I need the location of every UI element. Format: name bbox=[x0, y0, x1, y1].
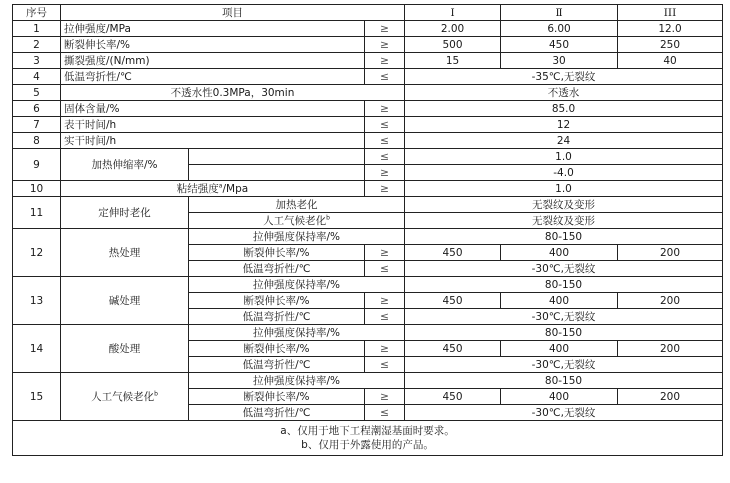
compare-symbol: ≤ bbox=[365, 309, 405, 325]
row-number: 3 bbox=[13, 53, 61, 69]
table-row bbox=[13, 53, 723, 69]
table-row bbox=[13, 229, 723, 245]
compare-symbol: ≤ bbox=[365, 133, 405, 149]
value-grade-2: 400 bbox=[501, 341, 618, 357]
header-item: 项目 bbox=[61, 5, 405, 21]
value-all-grades: -30℃,无裂纹 bbox=[405, 261, 723, 277]
row-number: 10 bbox=[13, 181, 61, 197]
footnote-mark: a bbox=[218, 182, 223, 189]
value-all-grades: 80-150 bbox=[405, 277, 723, 293]
value-all-grades: 85.0 bbox=[405, 101, 723, 117]
footnote-mark: b bbox=[154, 390, 158, 397]
row-number: 2 bbox=[13, 37, 61, 53]
row-number: 5 bbox=[13, 85, 61, 101]
value-grade-1: 450 bbox=[405, 245, 501, 261]
header-seq: 序号 bbox=[13, 5, 61, 21]
sub-item-name: 断裂伸长率/% bbox=[189, 293, 365, 309]
item-name bbox=[61, 373, 189, 421]
compare-symbol: ≥ bbox=[365, 181, 405, 197]
compare-symbol: ≥ bbox=[365, 101, 405, 117]
value-grade-3: 40 bbox=[618, 53, 723, 69]
header-grade-2: Ⅱ bbox=[501, 5, 618, 21]
value-all-grades: 无裂纹及变形 bbox=[405, 213, 723, 229]
value-all-grades: 1.0 bbox=[405, 149, 723, 165]
table-row bbox=[13, 85, 723, 101]
compare-symbol: ≥ bbox=[365, 341, 405, 357]
header-grade-3: III bbox=[618, 5, 723, 21]
table-row bbox=[13, 197, 723, 213]
compare-symbol: ≤ bbox=[365, 357, 405, 373]
item-name-unit: /Mpa bbox=[222, 182, 249, 195]
sub-item-name: 低温弯折性/℃ bbox=[189, 309, 365, 325]
table-row bbox=[13, 373, 723, 389]
value-all-grades: 1.0 bbox=[405, 181, 723, 197]
sub-item-blank bbox=[189, 149, 365, 165]
table-row bbox=[13, 37, 723, 53]
footnote-b: b、仅用于外露使用的产品。 bbox=[301, 439, 434, 451]
value-grade-2: 400 bbox=[501, 389, 618, 405]
spec-table bbox=[12, 4, 723, 456]
row-number: 9 bbox=[13, 149, 61, 181]
item-name: 断裂伸长率/% bbox=[61, 37, 365, 53]
item-name: 定伸时老化 bbox=[61, 197, 189, 229]
table-row bbox=[13, 133, 723, 149]
item-name bbox=[61, 181, 365, 197]
sub-item-name: 低温弯折性/℃ bbox=[189, 357, 365, 373]
value-all-grades: 80-150 bbox=[405, 373, 723, 389]
value-grade-3: 200 bbox=[618, 389, 723, 405]
value-all-grades: 不透水 bbox=[405, 85, 723, 101]
compare-symbol: ≥ bbox=[365, 293, 405, 309]
value-all-grades: -35℃,无裂纹 bbox=[405, 69, 723, 85]
value-all-grades: -30℃,无裂纹 bbox=[405, 357, 723, 373]
value-all-grades: 12 bbox=[405, 117, 723, 133]
value-grade-1: 450 bbox=[405, 389, 501, 405]
row-number: 13 bbox=[13, 277, 61, 325]
table-row bbox=[13, 325, 723, 341]
row-number: 12 bbox=[13, 229, 61, 277]
compare-symbol: ≤ bbox=[365, 117, 405, 133]
row-number: 6 bbox=[13, 101, 61, 117]
sub-item-name: 拉伸强度保持率/% bbox=[189, 373, 405, 389]
value-grade-1: 2.00 bbox=[405, 21, 501, 37]
sub-item-name bbox=[189, 213, 405, 229]
table-row bbox=[13, 181, 723, 197]
spec-table-sheet bbox=[12, 4, 722, 470]
sub-item-name: 拉伸强度保持率/% bbox=[189, 229, 405, 245]
compare-symbol: ≥ bbox=[365, 245, 405, 261]
table-row bbox=[13, 21, 723, 37]
item-name: 撕裂强度/(N/mm) bbox=[61, 53, 365, 69]
value-all-grades: 24 bbox=[405, 133, 723, 149]
sub-item-name: 拉伸强度保持率/% bbox=[189, 277, 405, 293]
value-grade-2: 6.00 bbox=[501, 21, 618, 37]
value-all-grades: 80-150 bbox=[405, 325, 723, 341]
row-number: 8 bbox=[13, 133, 61, 149]
row-number: 14 bbox=[13, 325, 61, 373]
sub-item-name: 加热老化 bbox=[189, 197, 405, 213]
compare-symbol: ≤ bbox=[365, 69, 405, 85]
value-grade-2: 400 bbox=[501, 293, 618, 309]
compare-symbol: ≥ bbox=[365, 21, 405, 37]
value-all-grades: -30℃,无裂纹 bbox=[405, 405, 723, 421]
sub-item-name: 断裂伸长率/% bbox=[189, 341, 365, 357]
compare-symbol: ≤ bbox=[365, 261, 405, 277]
item-name: 低温弯折性/℃ bbox=[61, 69, 365, 85]
value-grade-1: 500 bbox=[405, 37, 501, 53]
value-all-grades: 无裂纹及变形 bbox=[405, 197, 723, 213]
row-number: 11 bbox=[13, 197, 61, 229]
footnotes bbox=[13, 421, 723, 456]
compare-symbol: ≥ bbox=[365, 165, 405, 181]
value-grade-3: 200 bbox=[618, 245, 723, 261]
compare-symbol: ≥ bbox=[365, 389, 405, 405]
row-number: 15 bbox=[13, 373, 61, 421]
value-all-grades: -30℃,无裂纹 bbox=[405, 309, 723, 325]
value-grade-2: 450 bbox=[501, 37, 618, 53]
item-name: 实干时间/h bbox=[61, 133, 365, 149]
item-name: 固体含量/% bbox=[61, 101, 365, 117]
sub-item-blank bbox=[189, 165, 365, 181]
row-number: 4 bbox=[13, 69, 61, 85]
value-all-grades: -4.0 bbox=[405, 165, 723, 181]
sub-item-name-text: 人工气候老化 bbox=[263, 214, 327, 227]
table-row bbox=[13, 277, 723, 293]
value-grade-3: 200 bbox=[618, 293, 723, 309]
row-number: 7 bbox=[13, 117, 61, 133]
header-grade-1: I bbox=[405, 5, 501, 21]
table-row bbox=[13, 101, 723, 117]
sub-item-name: 低温弯折性/℃ bbox=[189, 405, 365, 421]
compare-symbol: ≤ bbox=[365, 405, 405, 421]
item-name: 酸处理 bbox=[61, 325, 189, 373]
sub-item-name: 断裂伸长率/% bbox=[189, 245, 365, 261]
compare-symbol: ≥ bbox=[365, 53, 405, 69]
item-name-text: 人工气候老化 bbox=[91, 390, 155, 403]
value-grade-1: 450 bbox=[405, 293, 501, 309]
header-row bbox=[13, 5, 723, 21]
row-number: 1 bbox=[13, 21, 61, 37]
value-all-grades: 80-150 bbox=[405, 229, 723, 245]
item-name-text: 粘结强度 bbox=[176, 182, 219, 195]
table-row bbox=[13, 69, 723, 85]
item-name: 热处理 bbox=[61, 229, 189, 277]
value-grade-3: 200 bbox=[618, 341, 723, 357]
footnote-a: a、仅用于地下工程潮湿基面时要求。 bbox=[280, 425, 455, 437]
sub-item-name: 断裂伸长率/% bbox=[189, 389, 365, 405]
sub-item-name: 低温弯折性/℃ bbox=[189, 261, 365, 277]
value-grade-2: 400 bbox=[501, 245, 618, 261]
item-name: 碱处理 bbox=[61, 277, 189, 325]
notes-row bbox=[13, 421, 723, 456]
item-name: 加热伸缩率/% bbox=[61, 149, 189, 181]
compare-symbol: ≤ bbox=[365, 149, 405, 165]
value-grade-3: 12.0 bbox=[618, 21, 723, 37]
sub-item-name: 拉伸强度保持率/% bbox=[189, 325, 405, 341]
value-grade-3: 250 bbox=[618, 37, 723, 53]
footnote-mark: b bbox=[326, 214, 330, 221]
item-name: 拉伸强度/MPa bbox=[61, 21, 365, 37]
value-grade-1: 450 bbox=[405, 341, 501, 357]
value-grade-1: 15 bbox=[405, 53, 501, 69]
item-name: 表干时间/h bbox=[61, 117, 365, 133]
table-row bbox=[13, 117, 723, 133]
table-row bbox=[13, 149, 723, 165]
item-name: 不透水性0.3MPa，30min bbox=[61, 85, 405, 101]
value-grade-2: 30 bbox=[501, 53, 618, 69]
compare-symbol: ≥ bbox=[365, 37, 405, 53]
